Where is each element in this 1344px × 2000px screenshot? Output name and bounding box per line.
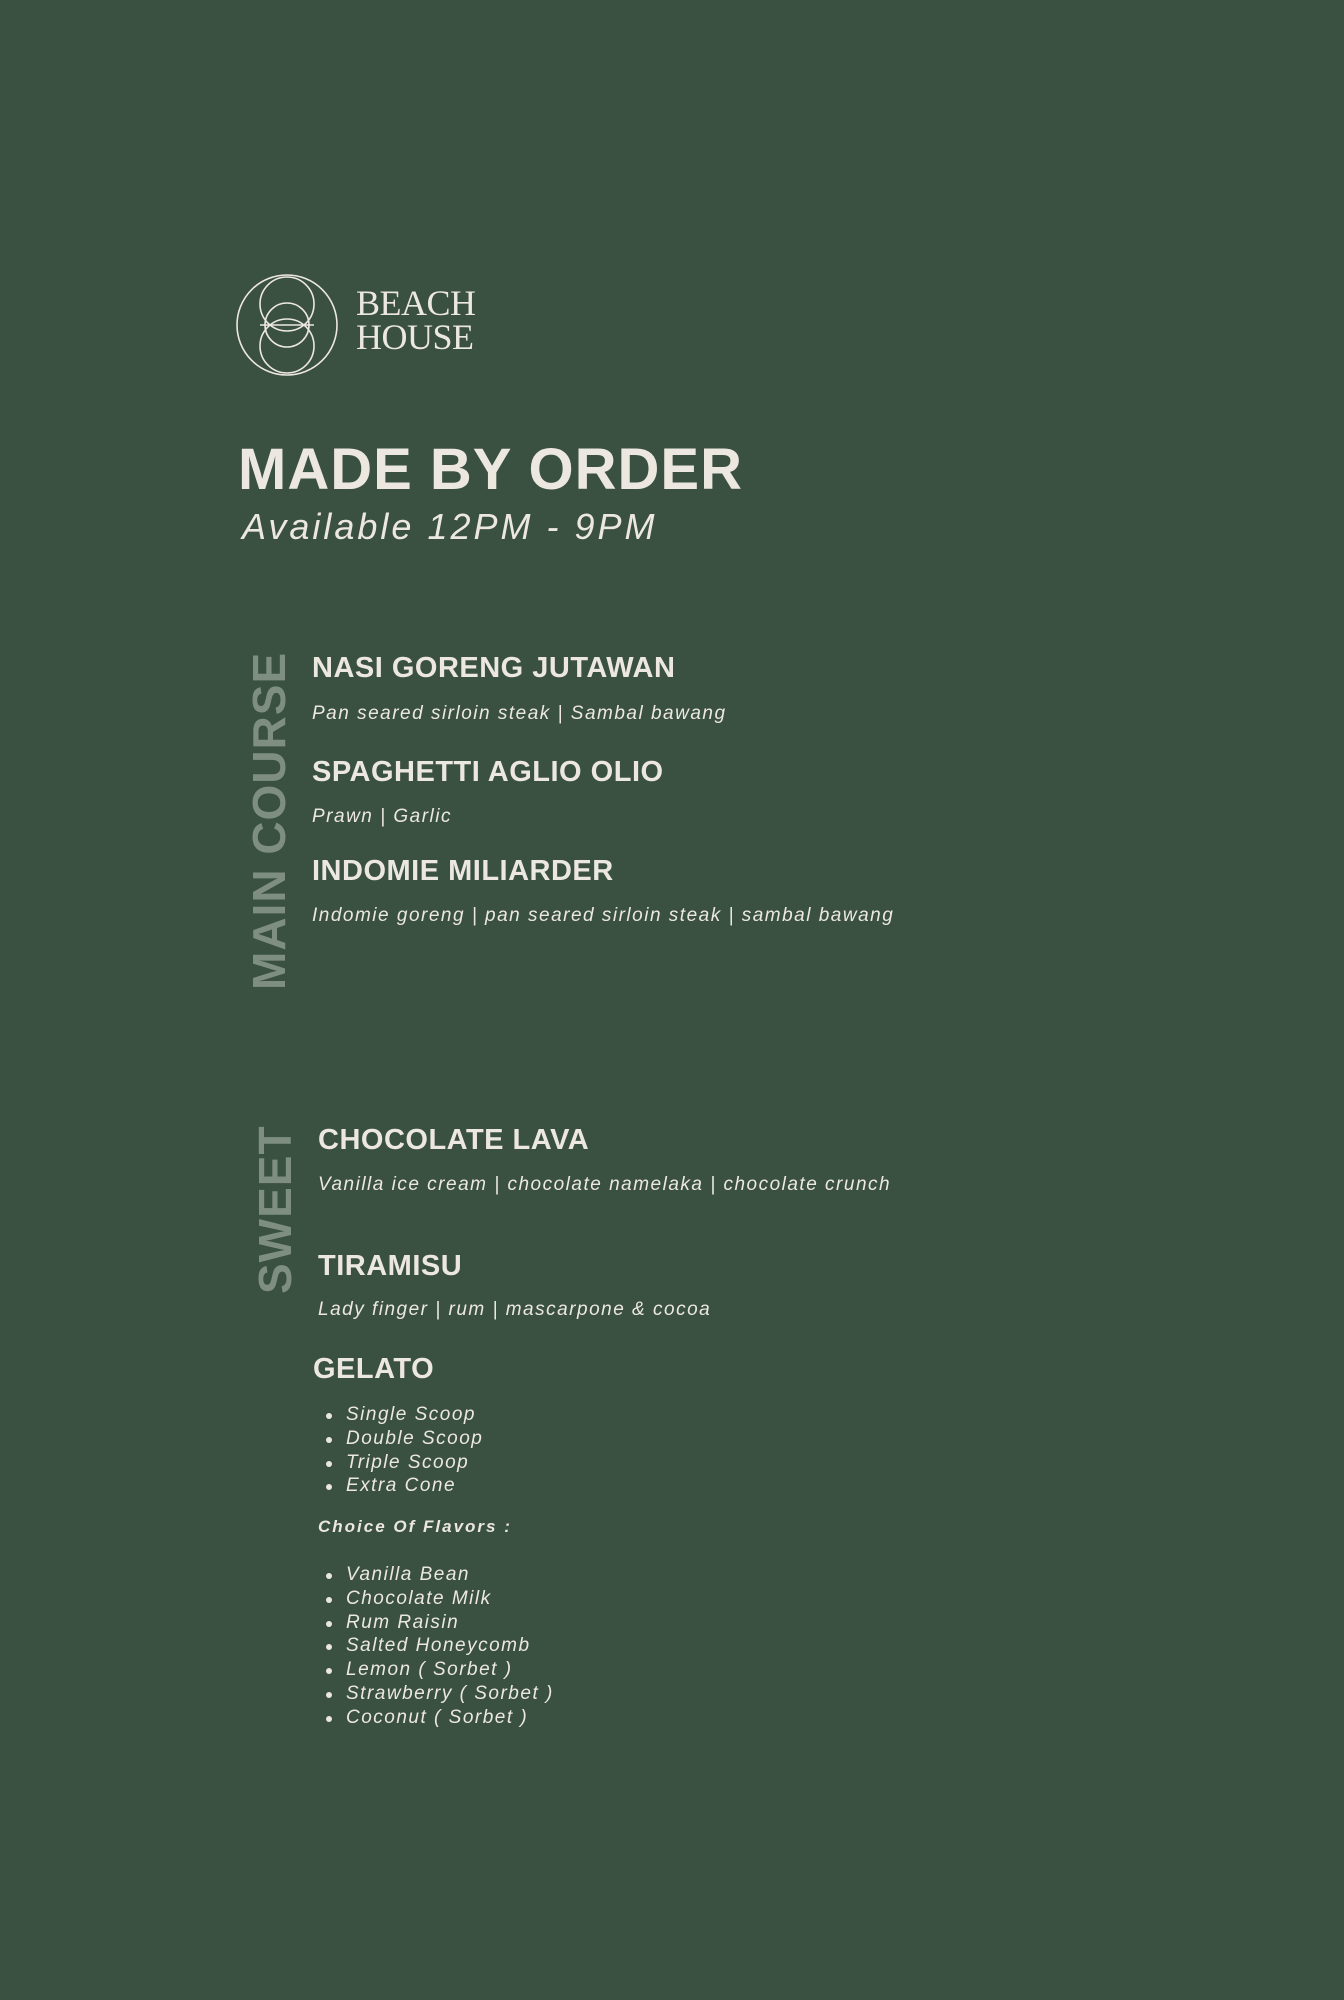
list-item: Triple Scoop xyxy=(318,1451,483,1475)
list-item: Extra Cone xyxy=(318,1474,483,1498)
menu-item-name: NASI GORENG JUTAWAN xyxy=(312,652,676,684)
menu-item-name: SPAGHETTI AGLIO OLIO xyxy=(312,756,664,788)
section-label-main-course: MAIN COURSE xyxy=(243,651,295,990)
list-item: Strawberry ( Sorbet ) xyxy=(318,1682,554,1706)
menu-item-name: CHOCOLATE LAVA xyxy=(318,1124,590,1156)
page-title: MADE BY ORDER xyxy=(238,437,743,502)
list-item: Salted Honeycomb xyxy=(318,1634,554,1658)
brand-logo xyxy=(234,272,474,378)
section-label-sweet: SWEET xyxy=(249,1125,301,1294)
flavors-label: Choice Of Flavors : xyxy=(318,1517,512,1536)
availability-subtitle: Available 12PM - 9PM xyxy=(242,506,658,547)
brand-name xyxy=(356,283,476,357)
list-item: Lemon ( Sorbet ) xyxy=(318,1658,554,1682)
list-item: Double Scoop xyxy=(318,1427,483,1451)
gelato-options-list xyxy=(318,1403,483,1498)
menu-item-name: TIRAMISU xyxy=(318,1250,463,1282)
list-item: Single Scoop xyxy=(318,1403,483,1427)
list-item: Chocolate Milk xyxy=(318,1587,554,1611)
menu-item-description: Lady finger | rum | mascarpone & cocoa xyxy=(318,1299,712,1320)
menu-item-name: INDOMIE MILIARDER xyxy=(312,855,614,887)
menu-item-description: Vanilla ice cream | chocolate namelaka | chocolate crunch xyxy=(318,1174,892,1195)
gelato-flavors-list xyxy=(318,1563,554,1730)
menu-item-description: Pan seared sirloin steak | Sambal bawang xyxy=(312,703,727,724)
brand-name-line-1: BEACH xyxy=(356,283,476,323)
interlocking-circles-logo-icon xyxy=(234,272,340,378)
list-item: Coconut ( Sorbet ) xyxy=(318,1706,554,1730)
menu-item-description: Prawn | Garlic xyxy=(312,806,452,827)
brand-name-line-2: HOUSE xyxy=(356,317,474,357)
menu-item-description: Indomie goreng | pan seared sirloin steak | sambal bawang xyxy=(312,905,895,926)
list-item: Rum Raisin xyxy=(318,1611,554,1635)
menu-item-name: GELATO xyxy=(313,1353,435,1385)
list-item: Vanilla Bean xyxy=(318,1563,554,1587)
